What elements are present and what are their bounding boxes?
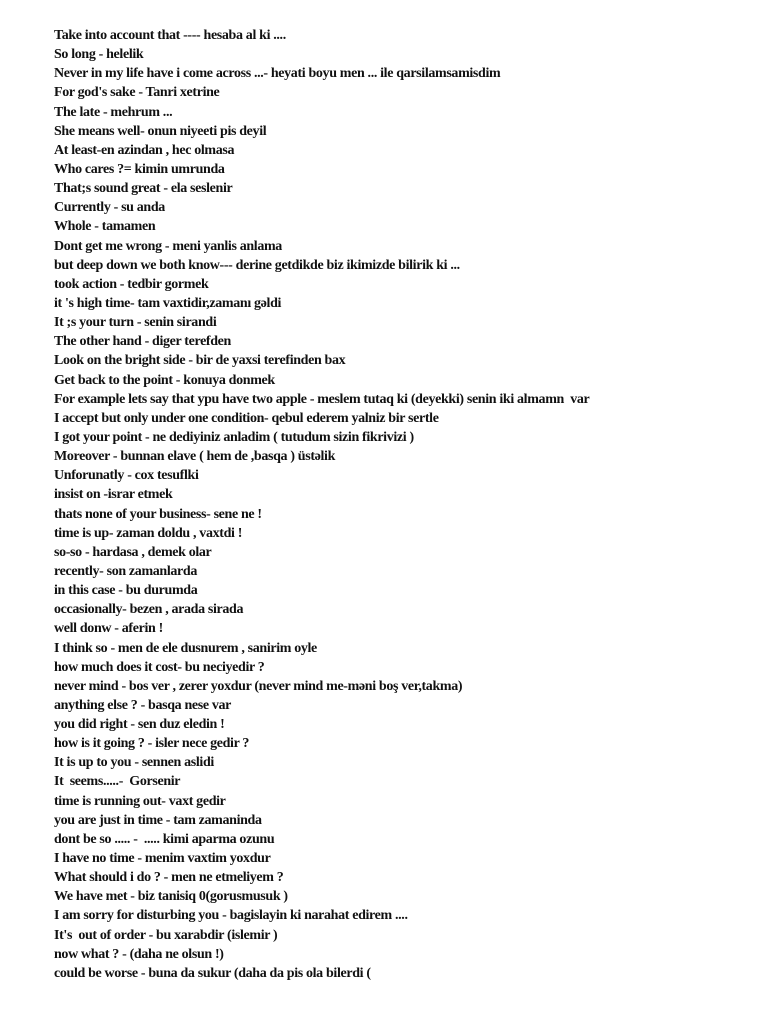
phrase-line: It seems.....- Gorsenir (54, 774, 181, 790)
phrase-line: recently- son zamanlarda (54, 563, 197, 579)
phrase-line: now what ? - (daha ne olsun !) (54, 946, 224, 962)
phrase-line: Never in my life have i come across ...- heyati boyu men ... ile qarsilamsamisdim (54, 66, 501, 82)
phrase-line: I accept but only under one condition- qebul ederem yalniz bir sertle (54, 410, 439, 426)
phrase-line: it 's high time- tam vaxtidir,zamanı gəldi (54, 295, 282, 311)
phrase-line: It's out of order - bu xarabdir (islemir ) (54, 927, 278, 943)
phrase-line: Currently - su anda (54, 200, 165, 216)
phrase-line: She means well- onun niyeeti pis deyil (54, 123, 267, 139)
phrase-line: occasionally- bezen , arada sirada (54, 602, 244, 618)
phrase-line: The late - mehrum ... (54, 104, 173, 120)
phrase-line: could be worse - buna da sukur (daha da pis ola bilerdi ( (54, 965, 371, 981)
phrase-line: you did right - sen duz eledin ! (54, 717, 225, 733)
phrase-line: I got your point - ne dediyiniz anladim ( tutudum sizin fikrivizi ) (54, 429, 414, 445)
phrase-line: dont be so ..... - ..... kimi aparma ozunu (54, 831, 275, 847)
phrase-line: I am sorry for disturbing you - bagislayin ki narahat edirem .... (54, 908, 408, 924)
phrase-line: We have met - biz tanisiq 0(gorusmusuk ) (54, 889, 288, 905)
phrase-line: you are just in time - tam zamaninda (54, 812, 262, 828)
phrase-line: never mind - bos ver , zerer yoxdur (never mind me-məni boş ver,takma) (54, 678, 463, 694)
phrase-line: I think so - men de ele dusnurem , sanirim oyle (54, 640, 317, 656)
phrase-line: Dont get me wrong - meni yanlis anlama (54, 238, 282, 254)
phrase-line: Whole - tamamen (54, 219, 156, 235)
phrase-line: well donw - aferin ! (54, 621, 163, 637)
phrase-line: For god's sake - Tanri xetrine (54, 85, 220, 101)
phrase-line: how much does it cost- bu neciyedir ? (54, 659, 265, 675)
phrase-line: time is running out- vaxt gedir (54, 793, 226, 809)
phrase-list (54, 26, 754, 983)
phrase-line: What should i do ? - men ne etmeliyem ? (54, 870, 284, 886)
phrase-line: Unforunatly - cox tesuflki (54, 468, 199, 484)
phrase-line: For example lets say that ypu have two apple - meslem tutaq ki (deyekki) senin iki almamn var (54, 391, 590, 407)
phrase-line: Who cares ?= kimin umrunda (54, 161, 225, 177)
phrase-line: It ;s your turn - senin sirandi (54, 315, 217, 331)
phrase-line: That;s sound great - ela seslenir (54, 181, 233, 197)
phrase-line: in this case - bu durumda (54, 583, 198, 599)
phrase-line: Look on the bright side - bir de yaxsi terefinden bax (54, 353, 346, 369)
phrase-line: time is up- zaman doldu , vaxtdi ! (54, 525, 243, 541)
phrase-line: The other hand - diger terefden (54, 334, 231, 350)
phrase-line: Moreover - bunnan elave ( hem de ,basqa ) üstəlik (54, 449, 336, 465)
phrase-line: took action - tedbir gormek (54, 276, 209, 292)
phrase-line: Get back to the point - konuya donmek (54, 372, 275, 388)
phrase-line: so-so - hardasa , demek olar (54, 544, 212, 560)
phrase-line: I have no time - menim vaxtim yoxdur (54, 851, 271, 867)
phrase-line: Take into account that ---- hesaba al ki .... (54, 28, 286, 43)
phrase-line: anything else ? - basqa nese var (54, 697, 232, 713)
phrase-line: how is it going ? - isler nece gedir ? (54, 736, 250, 752)
phrase-line: So long - helelik (54, 47, 144, 63)
phrase-line: but deep down we both know--- derine getdikde biz ikimizde bilirik ki ... (54, 257, 460, 273)
phrase-line: It is up to you - sennen aslidi (54, 755, 214, 771)
phrase-line: thats none of your business- sene ne ! (54, 506, 262, 522)
phrase-line: insist on -israr etmek (54, 487, 173, 503)
phrase-line: At least-en azindan , hec olmasa (54, 142, 235, 158)
